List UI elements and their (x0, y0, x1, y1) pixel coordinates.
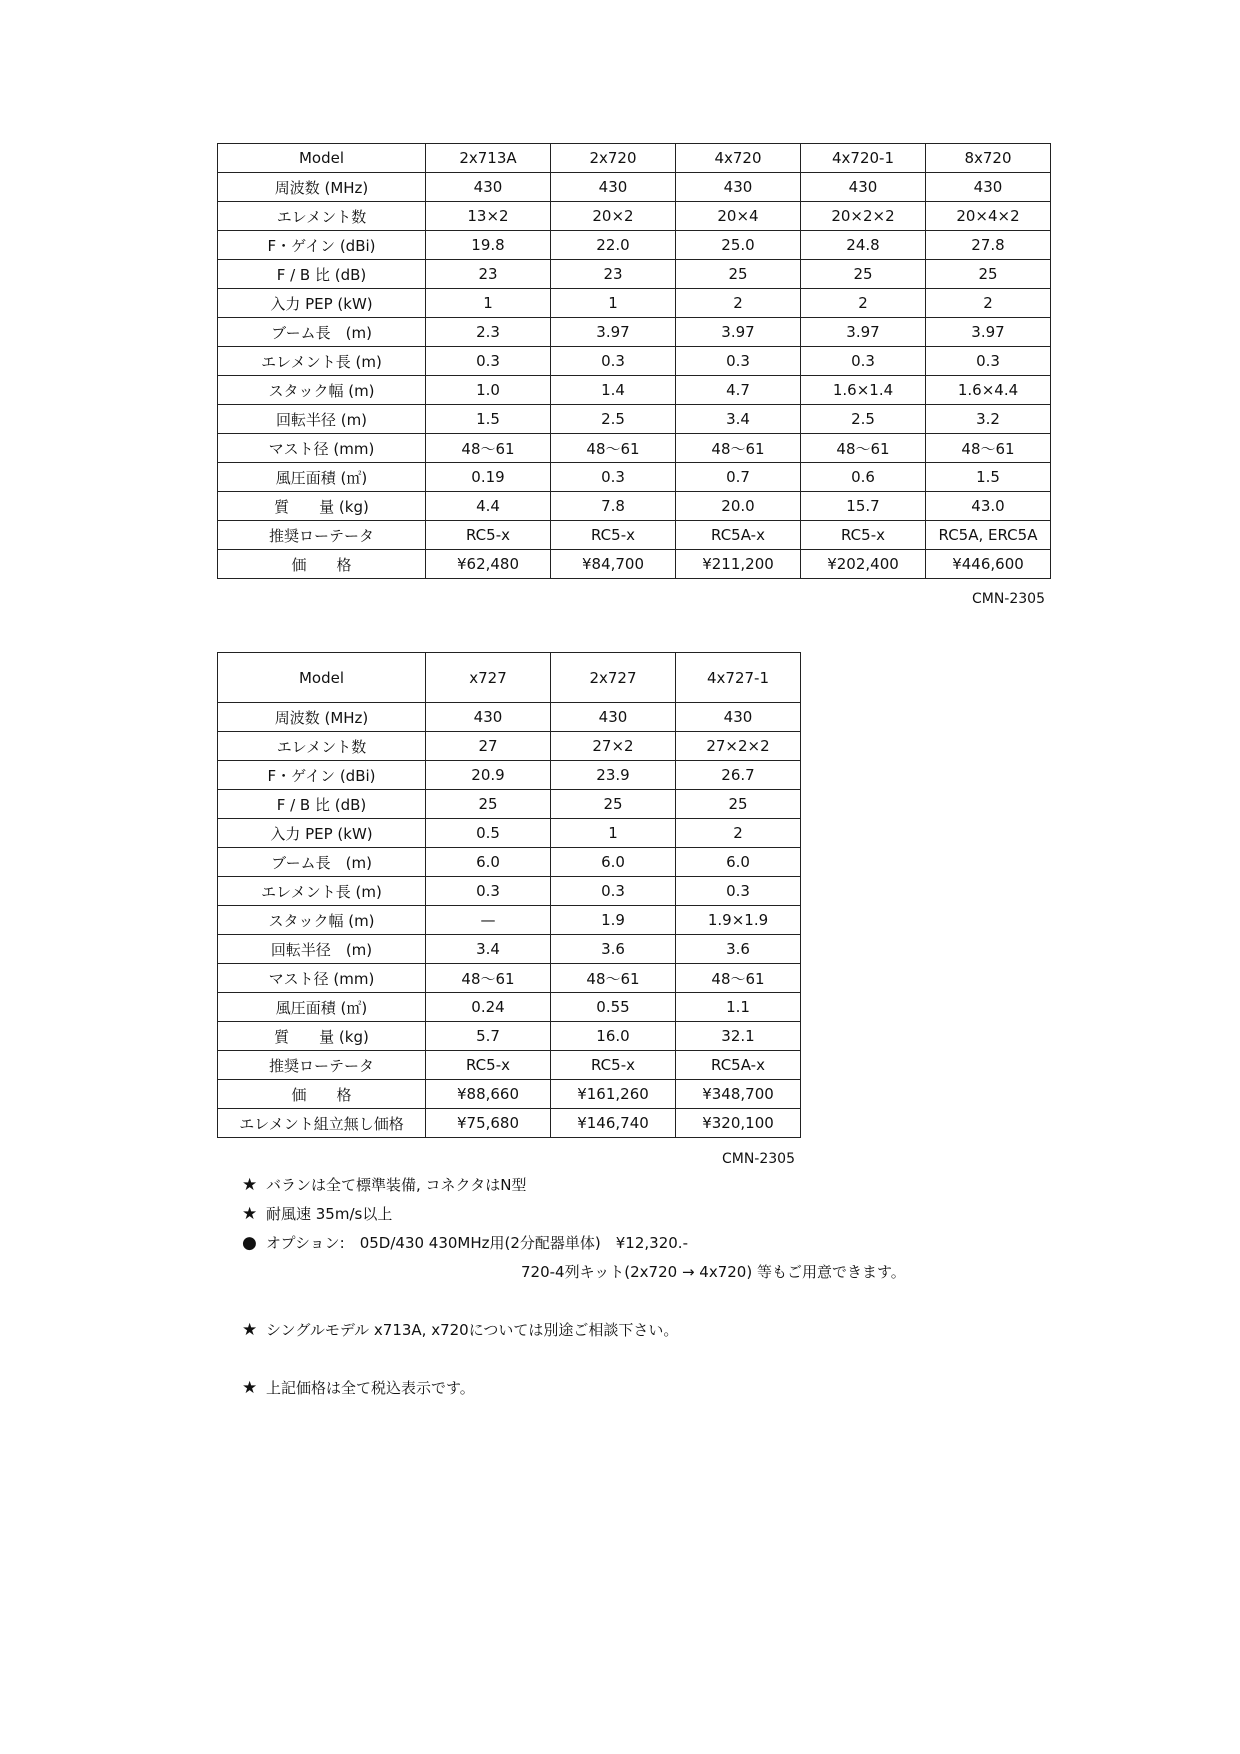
table-cell: 0.7 (676, 463, 801, 492)
table-cell: 0.19 (426, 463, 551, 492)
table-row (218, 877, 801, 906)
table-cell: 3.97 (551, 318, 676, 347)
table-cell: 25 (926, 260, 1051, 289)
table-cell: ¥161,260 (551, 1080, 676, 1109)
table-cell: 1.6×1.4 (801, 376, 926, 405)
table-cell: 430 (676, 173, 801, 202)
table-cell: 3.4 (676, 405, 801, 434)
row-label: F・ゲイン (dBi) (218, 761, 426, 790)
table-cell: 25 (676, 790, 801, 819)
table-cell: 3.6 (676, 935, 801, 964)
row-label: 質 量 (kg) (218, 492, 426, 521)
star-icon: ★ (242, 1378, 258, 1398)
table-cell: 0.3 (801, 347, 926, 376)
table-cell: ¥446,600 (926, 550, 1051, 579)
table-row (218, 761, 801, 790)
table-cell: 0.3 (426, 347, 551, 376)
table-row (218, 848, 801, 877)
table-cell: 48〜61 (676, 434, 801, 463)
table-cell: 2 (801, 289, 926, 318)
table-row (218, 703, 801, 732)
table-row (218, 1080, 801, 1109)
table-cell: ¥320,100 (676, 1109, 801, 1138)
spec-table-1 (217, 143, 1051, 579)
note-option: ● オプション: 05D/430 430MHz用(2分配器単体) ¥12,320.- (242, 1233, 688, 1253)
table-row (218, 318, 1051, 347)
circle-bullet-icon: ● (242, 1233, 257, 1253)
table-cell: 2 (676, 819, 801, 848)
table-row (218, 1022, 801, 1051)
table-cell: 22.0 (551, 231, 676, 260)
row-label: 入力 PEP (kW) (218, 819, 426, 848)
table-cell: 23 (551, 260, 676, 289)
table-cell: 4.7 (676, 376, 801, 405)
table-cell: 1 (551, 819, 676, 848)
row-label: 周波数 (MHz) (218, 173, 426, 202)
star-icon: ★ (242, 1320, 258, 1340)
table-cell: RC5-x (551, 521, 676, 550)
table-cell: 0.5 (426, 819, 551, 848)
table-cell: 43.0 (926, 492, 1051, 521)
table-cell: 0.3 (551, 463, 676, 492)
row-label: F / B 比 (dB) (218, 260, 426, 289)
table-cell: 0.3 (926, 347, 1051, 376)
row-label: エレメント長 (m) (218, 347, 426, 376)
table-cell: 0.55 (551, 993, 676, 1022)
table-cell: 48〜61 (551, 964, 676, 993)
row-label: 風圧面積 (㎡) (218, 993, 426, 1022)
table-cell: ¥88,660 (426, 1080, 551, 1109)
table-cell: 48〜61 (551, 434, 676, 463)
table-row (218, 202, 1051, 231)
table-cell: 6.0 (426, 848, 551, 877)
table-cell: 1.5 (926, 463, 1051, 492)
table2-code: CMN-2305 (721, 1151, 795, 1167)
note-tax: ★ 上記価格は全て税込表示です。 (242, 1378, 475, 1398)
table-cell: 430 (551, 173, 676, 202)
table-cell: 3.97 (676, 318, 801, 347)
table-row (218, 964, 801, 993)
table-cell: 23 (426, 260, 551, 289)
table-cell: ¥348,700 (676, 1080, 801, 1109)
table-cell: 32.1 (676, 1022, 801, 1051)
table-cell: 27.8 (926, 231, 1051, 260)
table-cell: ¥75,680 (426, 1109, 551, 1138)
table-cell: 26.7 (676, 761, 801, 790)
row-label: マスト径 (mm) (218, 434, 426, 463)
table-cell: 0.3 (426, 877, 551, 906)
table-cell: 20×4 (676, 202, 801, 231)
table-cell: 1.5 (426, 405, 551, 434)
row-label: 価 格 (218, 1080, 426, 1109)
table-row (218, 231, 1051, 260)
table-cell: 2.5 (551, 405, 676, 434)
table-row (218, 732, 801, 761)
table-cell: 48〜61 (426, 434, 551, 463)
row-label: 入力 PEP (kW) (218, 289, 426, 318)
table-cell: 48〜61 (426, 964, 551, 993)
table-cell: 2 (676, 289, 801, 318)
table-cell: 20.0 (676, 492, 801, 521)
table-cell: ¥84,700 (551, 550, 676, 579)
table-cell: 1.6×4.4 (926, 376, 1051, 405)
row-label: ブーム長 (m) (218, 318, 426, 347)
table-cell: 1 (426, 289, 551, 318)
table-cell: 20×4×2 (926, 202, 1051, 231)
table-cell: 2.3 (426, 318, 551, 347)
table-cell: 0.3 (551, 877, 676, 906)
table-cell: 25 (801, 260, 926, 289)
table-cell: ¥62,480 (426, 550, 551, 579)
table-cell: 1.0 (426, 376, 551, 405)
row-label: マスト径 (mm) (218, 964, 426, 993)
table-row (218, 993, 801, 1022)
header-model: Model (218, 653, 426, 703)
table-cell: 23.9 (551, 761, 676, 790)
header-cell: x727 (426, 653, 551, 703)
table-cell: RC5-x (426, 1051, 551, 1080)
table-row (218, 260, 1051, 289)
table-cell: 3.4 (426, 935, 551, 964)
row-label: スタック幅 (m) (218, 376, 426, 405)
note-option-kit: 720-4列キット(2x720 → 4x720) 等もご用意できます。 (521, 1263, 906, 1281)
header-cell: 4x720-1 (801, 144, 926, 173)
table-cell: 0.3 (676, 347, 801, 376)
table-cell: 430 (801, 173, 926, 202)
row-label: F / B 比 (dB) (218, 790, 426, 819)
header-cell: 4x720 (676, 144, 801, 173)
note-balun: ★ バランは全て標準装備, コネクタはN型 (242, 1175, 527, 1195)
row-label: 風圧面積 (㎡) (218, 463, 426, 492)
table-cell: 1 (551, 289, 676, 318)
table-cell: 48〜61 (676, 964, 801, 993)
table-row (218, 492, 1051, 521)
table-cell: — (426, 906, 551, 935)
header-cell: 8x720 (926, 144, 1051, 173)
table-cell: ¥211,200 (676, 550, 801, 579)
table-cell: 3.97 (801, 318, 926, 347)
table-cell: 5.7 (426, 1022, 551, 1051)
table-cell: ¥202,400 (801, 550, 926, 579)
table-cell: 0.3 (676, 877, 801, 906)
note-wind: ★ 耐風速 35m/s以上 (242, 1204, 393, 1224)
table-cell: 27 (426, 732, 551, 761)
table-cell: 20×2×2 (801, 202, 926, 231)
header-row (218, 653, 801, 703)
table-cell: 0.3 (551, 347, 676, 376)
table-row (218, 906, 801, 935)
table1-code: CMN-2305 (971, 591, 1045, 607)
row-label: 価 格 (218, 550, 426, 579)
table-cell: 1.9×1.9 (676, 906, 801, 935)
table-cell: RC5-x (801, 521, 926, 550)
table-cell: 27×2×2 (676, 732, 801, 761)
table-cell: 430 (551, 703, 676, 732)
table-cell: 3.2 (926, 405, 1051, 434)
table-cell: 430 (926, 173, 1051, 202)
table-cell: 48〜61 (926, 434, 1051, 463)
row-label: エレメント長 (m) (218, 877, 426, 906)
table-cell: 16.0 (551, 1022, 676, 1051)
row-label: スタック幅 (m) (218, 906, 426, 935)
table-row (218, 1051, 801, 1080)
table-row (218, 790, 801, 819)
table-cell: 430 (426, 173, 551, 202)
table-cell: RC5-x (551, 1051, 676, 1080)
table-row (218, 289, 1051, 318)
star-icon: ★ (242, 1204, 258, 1224)
table-cell: 48〜61 (801, 434, 926, 463)
table-cell: 25.0 (676, 231, 801, 260)
table-row (218, 819, 801, 848)
header-cell: 4x727-1 (676, 653, 801, 703)
table-cell: 6.0 (551, 848, 676, 877)
table-cell: 0.6 (801, 463, 926, 492)
table-cell: RC5A, ERC5A (926, 521, 1051, 550)
table-cell: 430 (426, 703, 551, 732)
header-model: Model (218, 144, 426, 173)
row-label: 質 量 (kg) (218, 1022, 426, 1051)
row-label: F・ゲイン (dBi) (218, 231, 426, 260)
row-label: 回転半径 (m) (218, 935, 426, 964)
table-row (218, 434, 1051, 463)
spec-table-2 (217, 652, 801, 1138)
table-cell: 20×2 (551, 202, 676, 231)
row-label: エレメント数 (218, 202, 426, 231)
row-label: エレメント組立無し価格 (218, 1109, 426, 1138)
table-row (218, 1109, 801, 1138)
table-cell: RC5-x (426, 521, 551, 550)
table-row (218, 550, 1051, 579)
table-cell: 2 (926, 289, 1051, 318)
table-cell: 1.4 (551, 376, 676, 405)
row-label: 回転半径 (m) (218, 405, 426, 434)
table-cell: 1.1 (676, 993, 801, 1022)
table-cell: ¥146,740 (551, 1109, 676, 1138)
table-cell: 1.9 (551, 906, 676, 935)
table-cell: 0.24 (426, 993, 551, 1022)
table-row (218, 405, 1051, 434)
table-cell: 25 (551, 790, 676, 819)
table-cell: 430 (676, 703, 801, 732)
table-cell: 24.8 (801, 231, 926, 260)
table-cell: RC5A-x (676, 521, 801, 550)
table-cell: 20.9 (426, 761, 551, 790)
note-single-model: ★ シングルモデル x713A, x720については別途ご相談下さい。 (242, 1320, 679, 1340)
table-row (218, 347, 1051, 376)
table-cell: 15.7 (801, 492, 926, 521)
star-icon: ★ (242, 1175, 258, 1195)
table-row (218, 463, 1051, 492)
table-cell: 19.8 (426, 231, 551, 260)
row-label: 推奨ローテータ (218, 1051, 426, 1080)
table-row (218, 521, 1051, 550)
table-cell: 3.6 (551, 935, 676, 964)
row-label: エレメント数 (218, 732, 426, 761)
table-row (218, 173, 1051, 202)
row-label: 推奨ローテータ (218, 521, 426, 550)
table-row (218, 935, 801, 964)
table-cell: 13×2 (426, 202, 551, 231)
table-cell: 4.4 (426, 492, 551, 521)
table-row (218, 376, 1051, 405)
table-cell: 7.8 (551, 492, 676, 521)
table-cell: 6.0 (676, 848, 801, 877)
header-cell: 2x727 (551, 653, 676, 703)
table-cell: 25 (676, 260, 801, 289)
table-cell: RC5A-x (676, 1051, 801, 1080)
header-row (218, 144, 1051, 173)
row-label: ブーム長 (m) (218, 848, 426, 877)
table-cell: 3.97 (926, 318, 1051, 347)
header-cell: 2x713A (426, 144, 551, 173)
table-cell: 25 (426, 790, 551, 819)
row-label: 周波数 (MHz) (218, 703, 426, 732)
table-cell: 2.5 (801, 405, 926, 434)
header-cell: 2x720 (551, 144, 676, 173)
table-cell: 27×2 (551, 732, 676, 761)
